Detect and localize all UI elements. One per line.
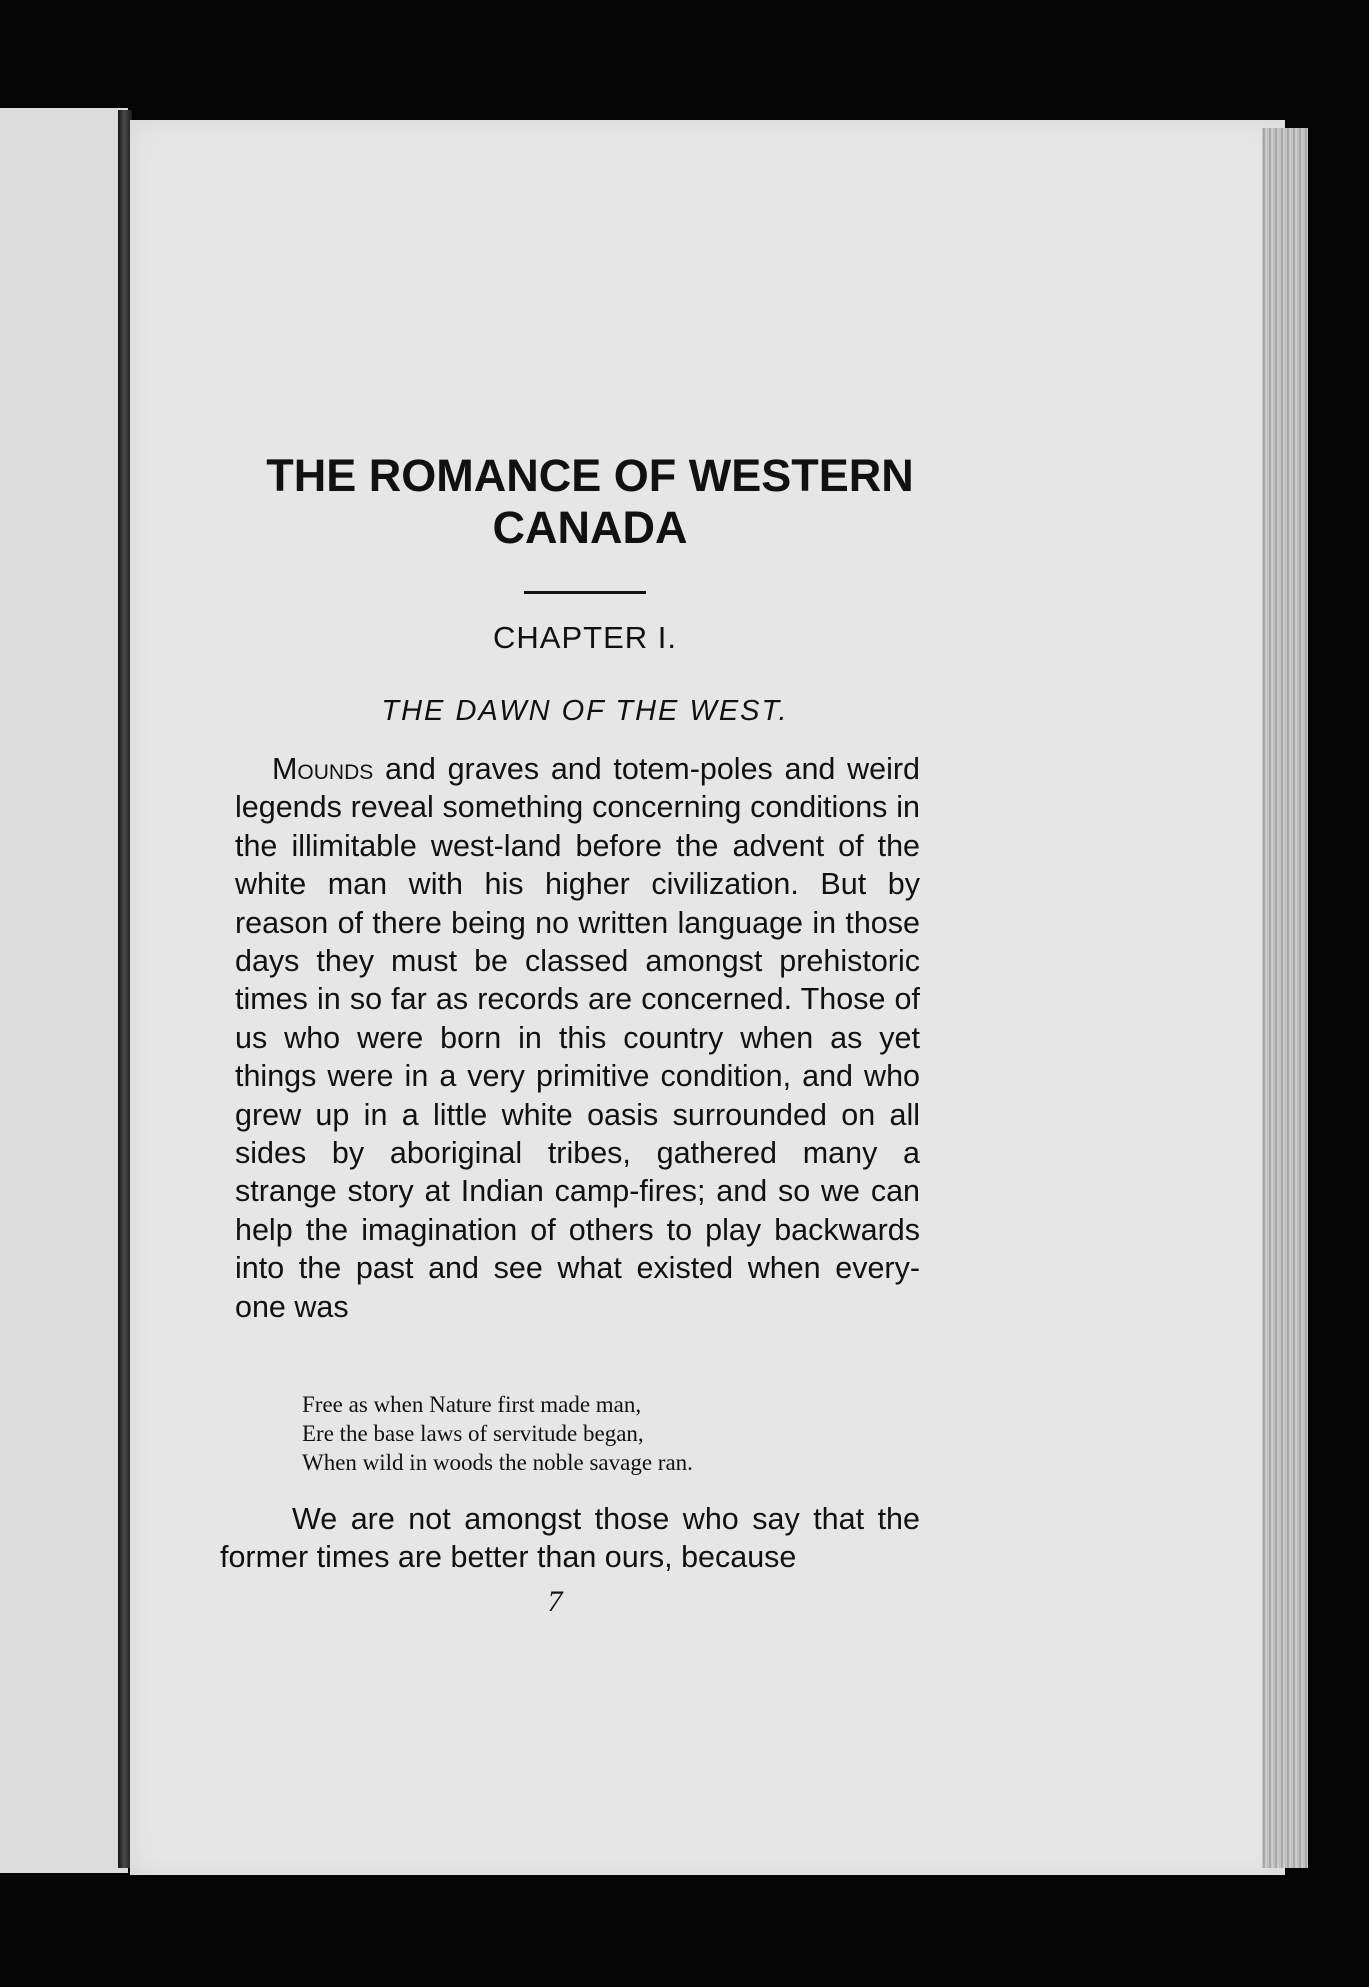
book-title-line-1: THE ROMANCE OF WESTERN <box>266 450 914 501</box>
verse-line-2: Ere the base laws of servitude began, <box>302 1421 644 1446</box>
chapter-title: THE DAWN OF THE WEST. <box>381 695 789 727</box>
page-number: 7 <box>547 1585 563 1618</box>
paragraph-2: We are not amongst those who say that the former times are better than ours, because <box>220 1502 920 1575</box>
paragraph-1-text: and graves and totem-poles and weird legends reveal something concerning conditions in the illimitable west-land before the advent of the white man with his higher civilization. But by reason of there being no written language in those days they must be classed amongst prehistoric times in so far as records are concerned. Those of us who were born in this country when as yet things were in a very primitive condition, and who grew up in a little white oasis surrounded on all sides by aboriginal tribes, gathered many a strange story at Indian camp-fires; and so we can help the imagination of others to play backwards into the past and see what existed when every-one was <box>235 752 920 1324</box>
paragraph-lead-word: Mounds <box>272 752 374 786</box>
verse-quote <box>302 1390 882 1477</box>
verse-line-1: Free as when Nature first made man, <box>302 1392 642 1417</box>
chapter-number: CHAPTER I. <box>493 620 677 655</box>
title-divider <box>524 591 646 594</box>
page-edges <box>1262 128 1308 1868</box>
facing-page <box>0 108 128 1873</box>
verse-line-3: When wild in woods the noble savage ran. <box>302 1450 693 1475</box>
book-title-line-2: CANADA <box>492 502 688 553</box>
book-title <box>240 450 940 554</box>
paragraph-1 <box>235 750 920 1326</box>
